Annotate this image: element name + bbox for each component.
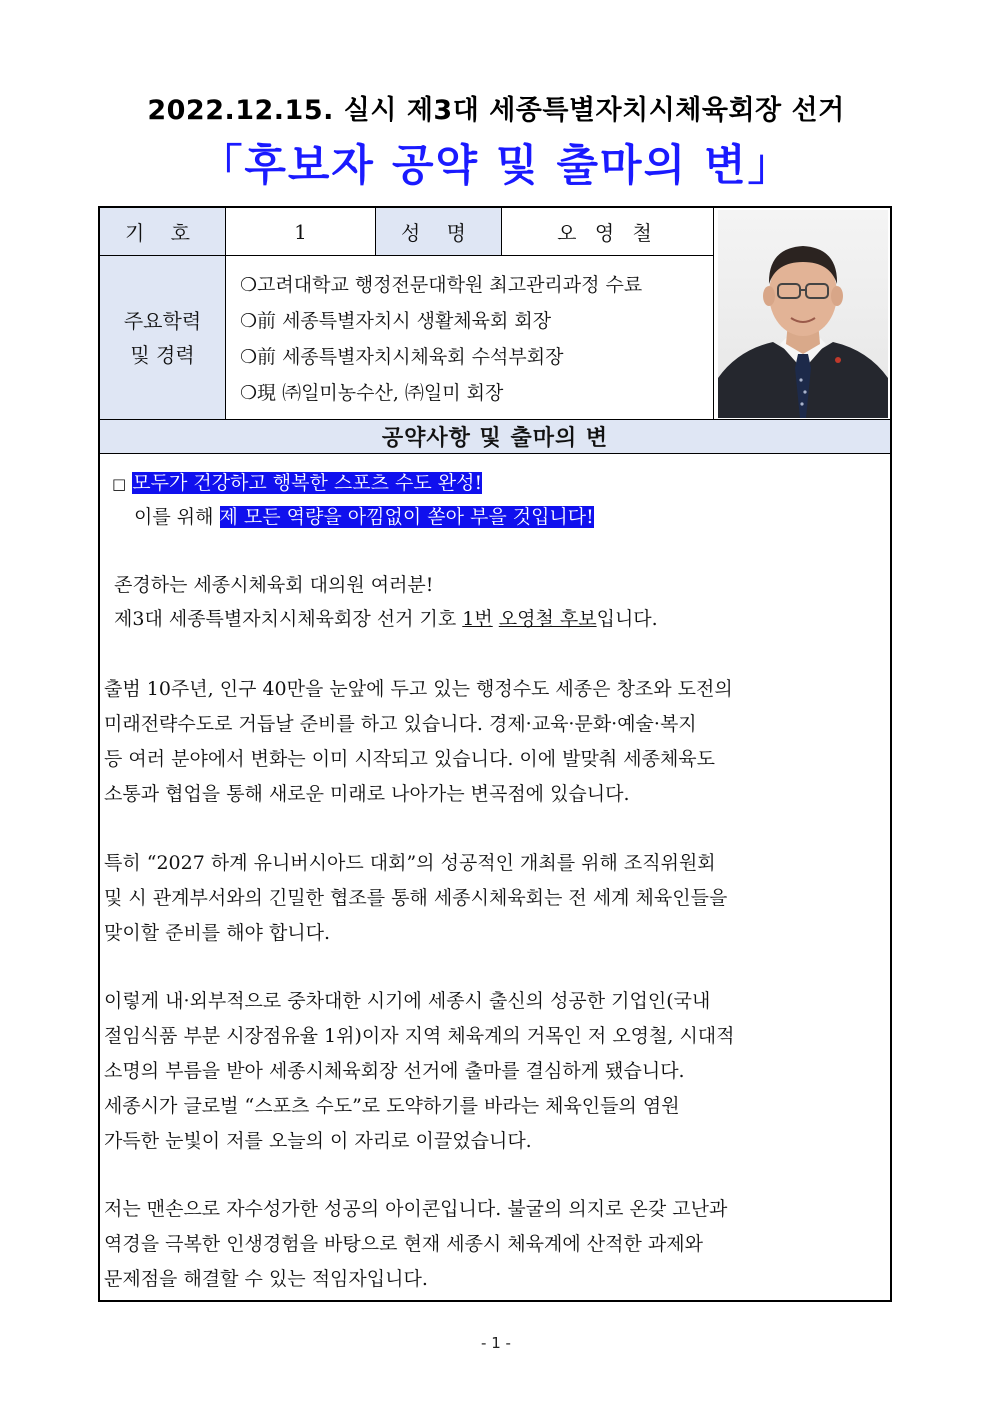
- paragraph-line: 및 시 관계부서와의 긴밀한 협조를 통해 세종시체육회는 전 세계 체육인들을: [104, 887, 728, 909]
- pledge-headline-line: [112, 468, 482, 495]
- intro-suffix: 입니다.: [596, 608, 658, 630]
- document-title: 「후보자 공약 및 출마의 변」: [199, 141, 793, 191]
- candidate-photo: [718, 210, 888, 418]
- introduction: [114, 604, 658, 631]
- paragraph-line: 소통과 협업을 통해 새로운 미래로 나아가는 변곡점에 있습니다.: [104, 783, 630, 805]
- career-item: ❍前 세종특별자치시 생활체육회 회장: [240, 310, 552, 332]
- candidate-number: 1: [294, 219, 307, 244]
- paragraph-line: 문제점을 해결할 수 있는 적임자입니다.: [104, 1268, 428, 1290]
- pledge-commitment-prefix: 이를 위해: [134, 506, 214, 528]
- name-label-cell: [376, 208, 502, 256]
- pledge-headline: 모두가 건강하고 행복한 스포츠 수도 완성!: [132, 472, 483, 494]
- section-title-cell: [100, 420, 890, 454]
- symbol-label-cell: [100, 208, 226, 256]
- document-heading: 2022.12.15. 실시 제3대 세종특별자치시체육회장 선거: [147, 95, 845, 126]
- paragraph-line: 절임식품 부분 시장점유율 1위)이자 지역 체육계의 거목인 저 오영철, 시대적: [104, 1025, 735, 1047]
- pledge-commitment-line: [134, 502, 594, 529]
- intro-number: 1번: [462, 608, 493, 630]
- section-title: 공약사항 및 출마의 변: [381, 425, 609, 451]
- square-bullet-icon: □: [112, 475, 127, 493]
- page-number: - 1 -: [481, 1334, 511, 1352]
- paragraph-line: 역경을 극복한 인생경험을 바탕으로 현재 세종시 체육계에 산적한 과제와: [104, 1233, 703, 1255]
- paragraph-line: 세종시가 글로벌 “스포츠 수도”로 도약하기를 바라는 체육인들의 염원: [104, 1095, 680, 1117]
- paragraph-line: 맞이할 준비를 해야 합니다.: [104, 922, 331, 944]
- greeting: 존경하는 세종시체육회 대의원 여러분!: [114, 574, 434, 596]
- intro-prefix: 제3대 세종특별자치시체육회장 선거 기호: [114, 608, 457, 630]
- symbol-value-cell: [226, 208, 376, 256]
- career-label-line2: 및 경력: [130, 342, 195, 367]
- portrait-image: [718, 210, 888, 418]
- paragraph-line: 특히 “2027 하계 유니버시아드 대회”의 성공적인 개최를 위해 조직위원회: [104, 852, 716, 874]
- name-value-cell: [502, 208, 714, 256]
- intro-name: 오영철 후보: [498, 608, 597, 630]
- paragraph-line: 미래전략수도로 거듭날 준비를 하고 있습니다. 경제·교육·문화·예술·복지: [104, 713, 697, 735]
- candidate-name: 오 영 철: [557, 221, 658, 245]
- paragraph-line: 출범 10주년, 인구 40만을 눈앞에 두고 있는 행정수도 세종은 창조와 도전의: [104, 678, 733, 700]
- name-label: 성 명: [401, 221, 476, 245]
- symbol-label: 기 호: [125, 221, 200, 245]
- paragraph-line: 소명의 부름을 받아 세종시체육회장 선거에 출마를 결심하게 됐습니다.: [104, 1060, 685, 1082]
- career-label-cell: [100, 256, 226, 420]
- career-item: ❍고려대학교 행정전문대학원 최고관리과정 수료: [240, 274, 643, 296]
- career-list: [226, 256, 714, 420]
- paragraph-line: 가득한 눈빛이 저를 오늘의 이 자리로 이끌었습니다.: [104, 1130, 532, 1152]
- career-item: ❍現 ㈜일미농수산, ㈜일미 회장: [240, 382, 504, 404]
- paragraph-line: 등 여러 분야에서 변화는 이미 시작되고 있습니다. 이에 발맞춰 세종체육도: [104, 748, 716, 770]
- candidate-form: [98, 206, 892, 1302]
- career-item: ❍前 세종특별자치시체육회 수석부회장: [240, 346, 564, 368]
- paragraph-line: 이렇게 내·외부적으로 중차대한 시기에 세종시 출신의 성공한 기업인(국내: [104, 990, 711, 1012]
- career-label-line1: 주요학력: [123, 308, 202, 333]
- paragraph-line: 저는 맨손으로 자수성가한 성공의 아이콘입니다. 불굴의 의지로 온갖 고난과: [104, 1198, 728, 1220]
- pledge-commitment-highlight: 제 모든 역량을 아낌없이 쏟아 부을 것입니다!: [219, 506, 594, 528]
